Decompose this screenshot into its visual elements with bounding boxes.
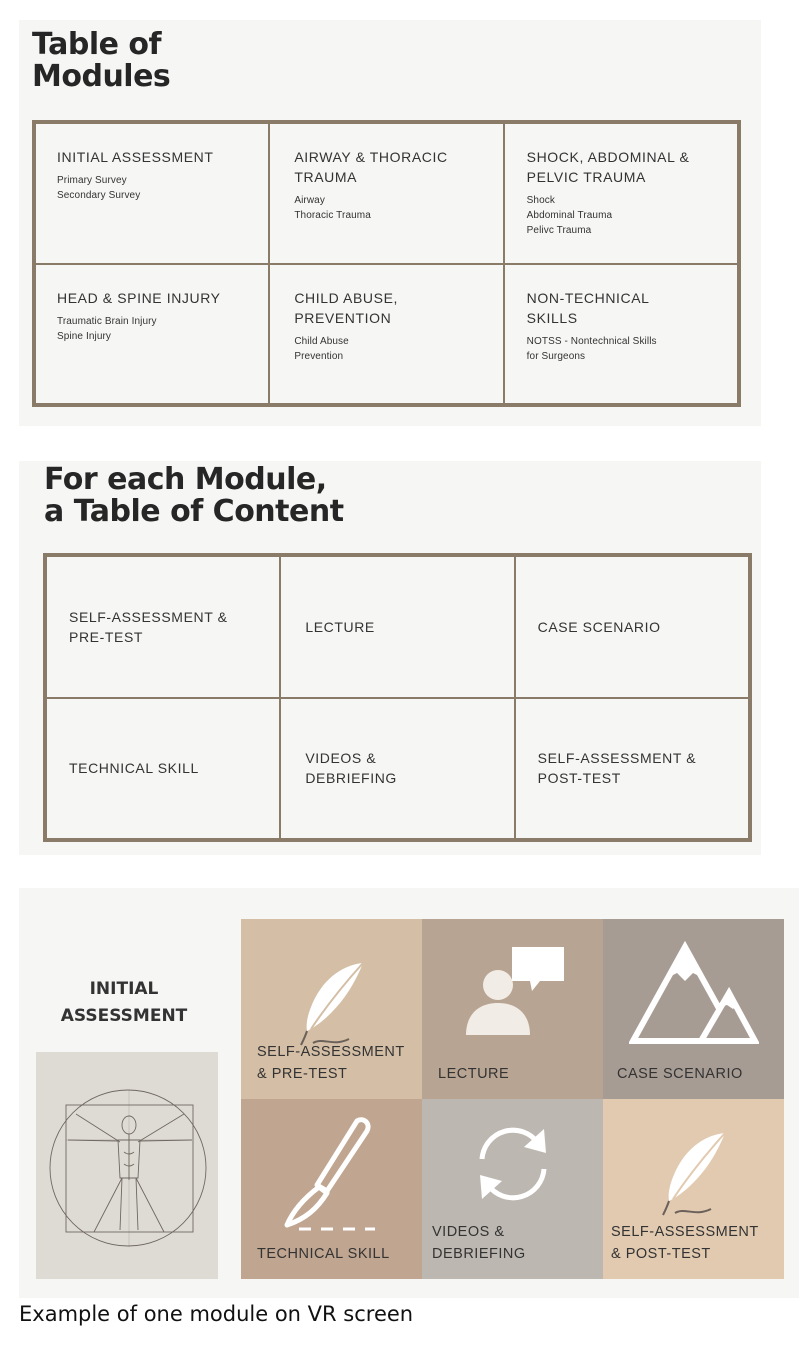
content-label-line: DEBRIEFING — [305, 770, 397, 787]
content-cell-self-assessment-post — [515, 698, 749, 840]
tile-label: LECTURE — [438, 1066, 510, 1082]
table-of-content-panel — [19, 461, 761, 855]
content-label — [305, 748, 397, 788]
content-cell-videos-debriefing — [280, 698, 514, 840]
content-label-line: SELF-ASSESSMENT & — [69, 608, 228, 625]
module-title: NON-TECHNICAL SKILLS — [526, 289, 650, 326]
scalpel-icon — [271, 1113, 391, 1233]
table-of-modules-panel — [19, 20, 761, 426]
table-of-modules-title — [32, 29, 170, 94]
tile-label: TECHNICAL SKILL — [257, 1246, 390, 1262]
module-item: Spine Injury — [57, 330, 112, 342]
content-label-line: SELF-ASSESSMENT & — [537, 750, 697, 767]
content-label-line: POST-TEST — [537, 770, 621, 787]
title-line-2: Modules — [32, 59, 171, 95]
vr-module-title-line: INITIAL — [89, 979, 159, 999]
module-item: Traumatic Brain Injury — [57, 315, 157, 327]
title-line-1: For each Module, — [44, 462, 327, 497]
tile-label-line: SELF-ASSESSMENT — [257, 1044, 405, 1060]
module-item: Abdominal Trauma — [526, 210, 613, 221]
module-title: SHOCK, ABDOMINAL & PELVIC TRAUMA — [526, 149, 690, 185]
mountain-icon — [629, 941, 759, 1051]
tile-case-scenario[interactable] — [603, 919, 784, 1099]
tile-videos-debriefing[interactable] — [422, 1099, 603, 1279]
content-label-line: VIDEOS & — [305, 750, 377, 767]
module-item: Pelivc Trauma — [526, 225, 592, 236]
content-cell-self-assessment-pre — [46, 556, 280, 698]
content-cell-lecture — [280, 556, 514, 698]
module-item: Primary Survey — [57, 175, 127, 186]
quill-icon — [655, 1129, 735, 1219]
module-title: INITIAL ASSESSMENT — [57, 149, 214, 165]
content-label — [69, 607, 228, 647]
tile-label — [257, 1041, 405, 1085]
module-item: Child Abuse — [294, 335, 349, 347]
vitruvian-man-image — [36, 1052, 218, 1279]
vr-module-title — [49, 976, 199, 1030]
tile-label-line: DEBRIEFING — [432, 1246, 526, 1262]
module-cell-head-spine — [35, 264, 269, 405]
module-item: NOTSS - Nontechnical Skills — [526, 335, 657, 347]
tile-label-line: & PRE-TEST — [257, 1066, 348, 1082]
tile-self-assessment-pre-test[interactable] — [241, 919, 422, 1099]
tile-label: CASE SCENARIO — [617, 1066, 743, 1082]
module-item: for Surgeons — [526, 350, 586, 362]
table-of-content-title — [44, 464, 344, 529]
module-cell-airway-thoracic — [269, 123, 503, 264]
module-item: Thoracic Trauma — [294, 210, 371, 221]
figure-caption: Example of one module on VR screen — [19, 1302, 414, 1326]
module-title: AIRWAY & THORACIC TRAUMA — [294, 149, 448, 185]
tile-label — [611, 1221, 759, 1265]
content-cell-case-scenario — [515, 556, 749, 698]
vr-screen-example — [19, 888, 799, 1298]
module-cell-non-technical — [504, 264, 738, 405]
content-label: CASE SCENARIO — [537, 618, 661, 635]
content-cell-technical-skill — [46, 698, 280, 840]
module-cell-initial-assessment — [35, 123, 269, 264]
tile-technical-skill[interactable] — [241, 1099, 422, 1279]
module-title: CHILD ABUSE, PREVENTION — [294, 289, 399, 326]
tile-lecture[interactable] — [422, 919, 603, 1099]
vr-module-title-line: ASSESSMENT — [60, 1006, 188, 1026]
module-item: Airway — [294, 195, 325, 206]
content-label-line: PRE-TEST — [69, 628, 144, 645]
quill-icon — [293, 959, 373, 1049]
content-label — [538, 748, 697, 788]
title-line-2: a Table of Content — [44, 494, 344, 530]
content-label: TECHNICAL SKILL — [69, 760, 199, 777]
module-cell-shock-abdominal-pelvic — [504, 123, 738, 264]
speaker-icon — [460, 941, 570, 1041]
tile-label-line: SELF-ASSESSMENT — [611, 1224, 759, 1240]
content-label: LECTURE — [305, 618, 375, 635]
refresh-icon — [468, 1119, 558, 1209]
tile-label-line: VIDEOS & — [432, 1224, 505, 1240]
module-item: Secondary Survey — [57, 190, 141, 201]
modules-grid — [32, 120, 741, 407]
tile-label-line: & POST-TEST — [611, 1246, 711, 1262]
module-item: Prevention — [294, 350, 344, 362]
content-grid — [43, 553, 752, 842]
tile-label — [432, 1221, 526, 1265]
title-line-1: Table of — [32, 27, 162, 62]
tile-self-assessment-post-test[interactable] — [603, 1099, 784, 1279]
module-title: HEAD & SPINE INJURY — [57, 289, 221, 306]
module-item: Shock — [526, 195, 555, 206]
module-cell-child-abuse — [269, 264, 503, 405]
